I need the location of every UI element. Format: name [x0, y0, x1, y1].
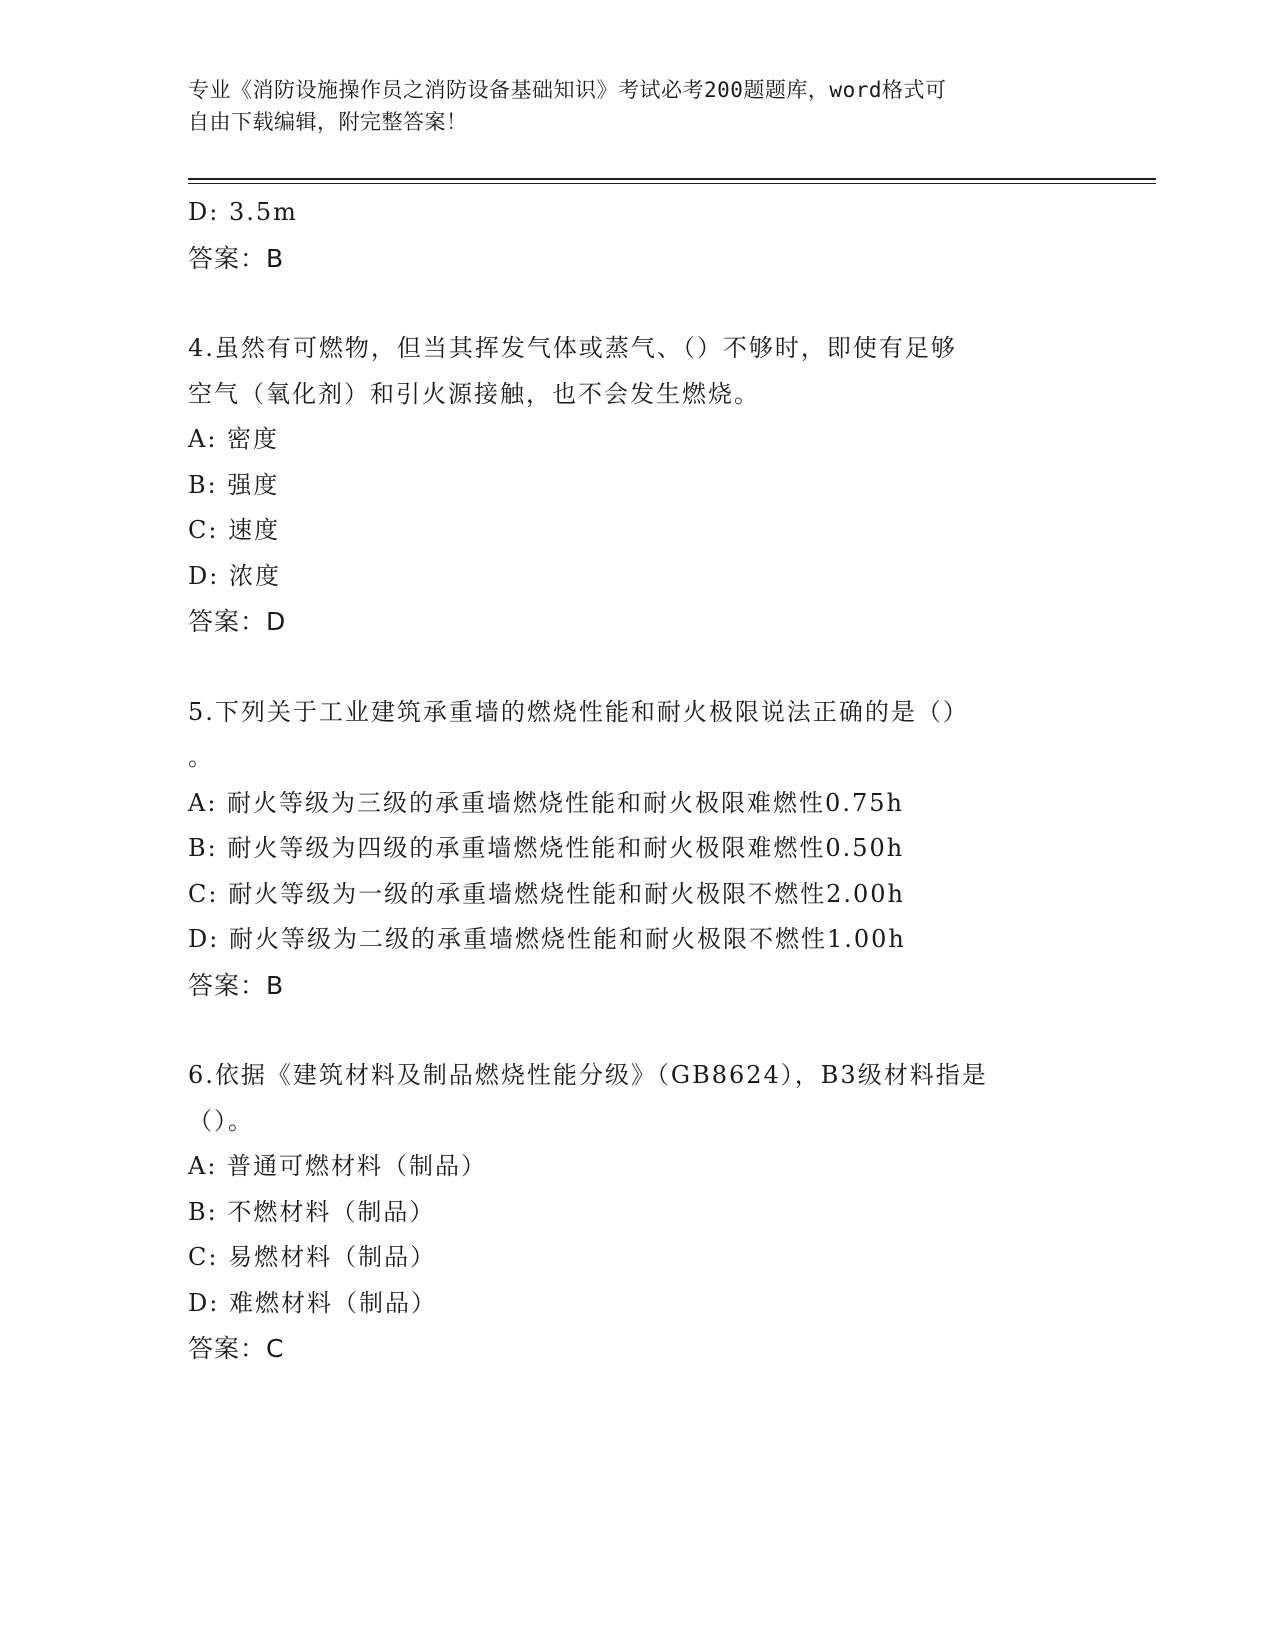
spacer: [188, 1008, 1088, 1053]
question-5: [188, 690, 1088, 1009]
header-divider-thick: [188, 178, 1156, 180]
header-line-2: 自由下载编辑，附完整答案！: [188, 110, 468, 134]
question-stem-line: 。: [188, 743, 214, 771]
answer-line: 答案：D: [188, 607, 287, 636]
question-6: [188, 1053, 1088, 1372]
option-b: B: 不燃材料（制品）: [188, 1197, 436, 1226]
previous-question-tail: [188, 190, 1088, 281]
question-stem-line: （）。: [188, 1106, 254, 1135]
answer-line: 答案：C: [188, 1334, 285, 1363]
question-4: [188, 326, 1088, 645]
option-b: B: 耐火等级为四级的承重墙燃烧性能和耐火极限难燃性0.50h: [188, 834, 905, 862]
question-stem-line: 空气（氧化剂）和引火源接触，也不会发生燃烧。: [188, 379, 760, 408]
question-stem-line: 5.下列关于工业建筑承重墙的燃烧性能和耐火极限说法正确的是（）: [188, 697, 969, 726]
option-d: D: 难燃材料（制品）: [188, 1288, 437, 1317]
document-header: [188, 74, 1078, 138]
spacer: [188, 281, 1088, 326]
option-c: C: 速度: [188, 516, 281, 544]
document-body: [188, 190, 1088, 1372]
option-d: D: 耐火等级为二级的承重墙燃烧性能和耐火极限不燃性1.00h: [188, 925, 906, 953]
answer-line: 答案：B: [188, 243, 285, 273]
question-stem-line: 4.虽然有可燃物，但当其挥发气体或蒸气、（）不够时，即使有足够: [188, 334, 957, 362]
header-line-1: 专业《消防设施操作员之消防设备基础知识》考试必考200题题库，word格式可: [188, 78, 947, 102]
option-b: B: 强度: [188, 470, 280, 499]
answer-line: 答案：B: [188, 970, 285, 1000]
header-divider-thin: [188, 183, 1156, 184]
question-stem-line: 6.依据《建筑材料及制品燃烧性能分级》（GB8624），B3级材料指是: [188, 1061, 988, 1089]
spacer: [188, 645, 1088, 690]
option-a: A: 耐火等级为三级的承重墙燃烧性能和耐火极限难燃性0.75h: [188, 788, 904, 817]
option-c: C: 易燃材料（制品）: [188, 1243, 437, 1271]
option-a: A: 密度: [188, 425, 280, 453]
option-a: A: 普通可燃材料（制品）: [188, 1152, 488, 1180]
option-d: D: 3.5m: [188, 198, 298, 226]
option-d: D: 浓度: [188, 561, 281, 590]
option-c: C: 耐火等级为一级的承重墙燃烧性能和耐火极限不燃性2.00h: [188, 879, 905, 908]
